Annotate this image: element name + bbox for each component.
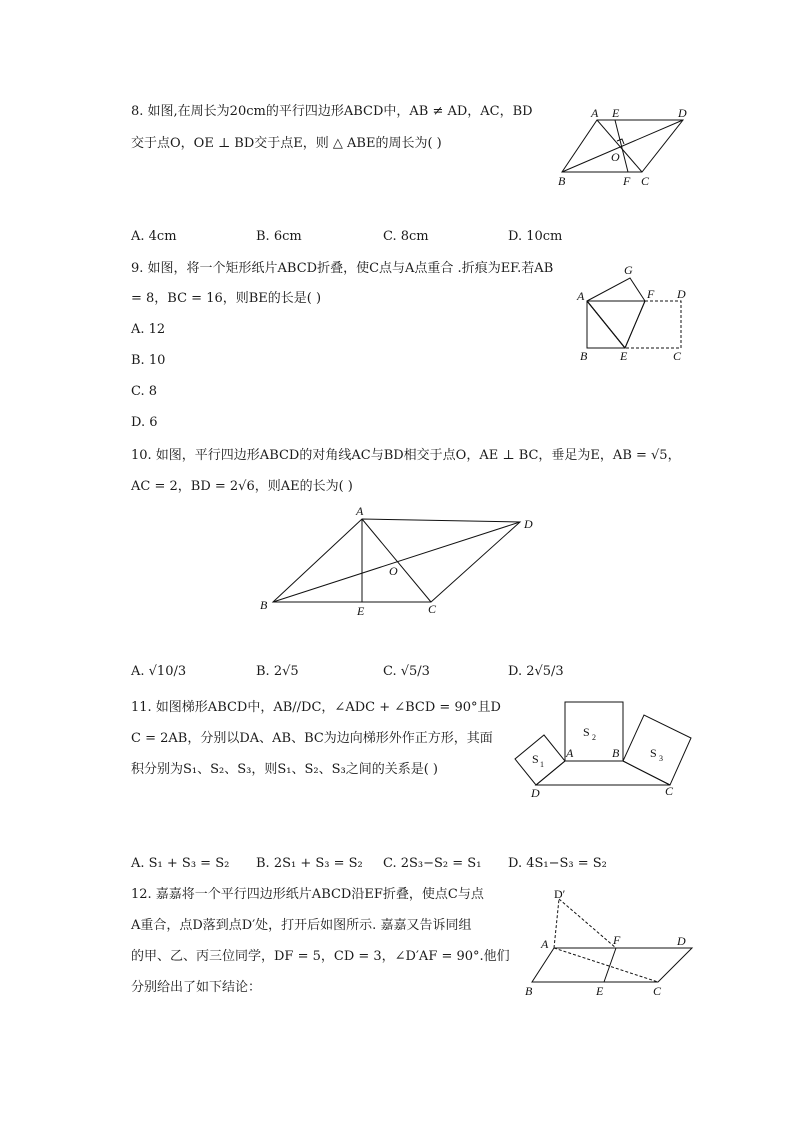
q12-parallelogram-fold-figure xyxy=(520,885,700,1005)
q8-label-f: F xyxy=(623,174,631,188)
q8-label-c: C xyxy=(641,174,650,188)
q12-label-f: F xyxy=(613,933,621,947)
q11-option-a[interactable]: A. S₁ + S₃ = S₂ xyxy=(131,856,230,871)
q11-label-s3: S xyxy=(650,746,657,760)
q11-label-d: D xyxy=(531,786,540,800)
q8-option-a[interactable]: A. 4cm xyxy=(131,229,177,244)
q9-text-line1: 9. 如图，将一个矩形纸片ABCD折叠，使C点与A点重合 .折痕为EF.若AB xyxy=(131,261,554,276)
q9-label-e: E xyxy=(620,349,628,363)
q11-option-c[interactable]: C. 2S₃−S₂ = S₁ xyxy=(383,856,482,871)
q9-option-d[interactable]: D. 6 xyxy=(131,415,158,430)
q12-label-a: A xyxy=(541,937,549,951)
q9-label-c: C xyxy=(673,349,682,363)
q11-option-d[interactable]: D. 4S₁−S₃ = S₂ xyxy=(508,856,607,871)
q12-text-line3: 的甲、乙、丙三位同学，DF = 5，CD = 3，∠D′AF = 90°.他们 xyxy=(131,949,510,964)
q10-option-b[interactable]: B. 2√5 xyxy=(256,664,299,679)
q8-label-e: E xyxy=(612,106,620,120)
q10-parallelogram-figure xyxy=(255,500,545,620)
q12-text-line1: 12. 嘉嘉将一个平行四边形纸片ABCD沿EF折叠，使点C与点 xyxy=(131,887,484,902)
q12-label-b: B xyxy=(525,984,533,998)
q9-label-f: F xyxy=(647,287,655,301)
q9-option-a[interactable]: A. 12 xyxy=(131,322,166,337)
q10-option-d[interactable]: D. 2√5/3 xyxy=(508,664,564,679)
q11-text-line2: C = 2AB，分别以DA、AB、BC为边向梯形外作正方形，其面 xyxy=(131,731,493,746)
q11-label-s3-sub: 3 xyxy=(659,754,663,763)
q8-text-line1: 8. 如图,在周长为20cm的平行四边形ABCD中，AB ≠ AD，AC，BD xyxy=(131,104,533,119)
q12-label-d: D xyxy=(677,934,686,948)
q10-label-c: C xyxy=(428,602,437,616)
q9-label-b: B xyxy=(580,349,588,363)
q10-label-b: B xyxy=(260,598,268,612)
q8-option-c[interactable]: C. 8cm xyxy=(383,229,429,244)
q11-text-line1: 11. 如图梯形ABCD中，AB//DC，∠ADC + ∠BCD = 90°且D xyxy=(131,700,501,715)
q11-label-b: B xyxy=(612,746,620,760)
q8-label-o: O xyxy=(611,150,620,164)
q8-text-line2: 交于点O，OE ⊥ BD交于点E，则 △ ABE的周长为( ) xyxy=(131,136,442,151)
q11-label-a: A xyxy=(566,746,574,760)
q12-label-e: E xyxy=(596,984,604,998)
q10-label-a: A xyxy=(356,504,364,518)
q11-option-b[interactable]: B. 2S₁ + S₃ = S₂ xyxy=(256,856,363,871)
q8-label-d: D xyxy=(678,106,687,120)
q11-text-line3: 积分别为S₁、S₂、S₃，则S₁、S₂、S₃之间的关系是( ) xyxy=(131,762,438,777)
q10-label-d: D xyxy=(524,517,533,531)
q8-option-b[interactable]: B. 6cm xyxy=(256,229,302,244)
q11-label-s2: S xyxy=(583,725,590,739)
q10-option-a[interactable]: A. √10/3 xyxy=(131,664,187,679)
q8-label-a: A xyxy=(591,106,599,120)
q11-label-c: C xyxy=(665,784,674,798)
q12-text-line2: A重合，点D落到点D′处，打开后如图所示. 嘉嘉又告诉同组 xyxy=(131,918,472,933)
q10-text-line2: AC = 2，BD = 2√6，则AE的长为( ) xyxy=(131,479,353,494)
q8-parallelogram-figure xyxy=(555,102,695,190)
q12-label-dprime: D′ xyxy=(554,887,566,901)
q10-label-o: O xyxy=(389,564,398,578)
q10-label-e: E xyxy=(357,604,365,618)
q9-option-c[interactable]: C. 8 xyxy=(131,384,158,399)
q11-label-s1-sub: 1 xyxy=(540,760,544,769)
q11-label-s2-sub: 2 xyxy=(592,733,596,742)
q9-option-b[interactable]: B. 10 xyxy=(131,353,166,368)
q11-label-s1: S xyxy=(532,752,539,766)
q10-option-c[interactable]: C. √5/3 xyxy=(383,664,430,679)
q12-label-c: C xyxy=(653,984,662,998)
q11-trapezoid-squares-figure xyxy=(510,695,700,800)
q8-label-b: B xyxy=(558,174,566,188)
q9-text-line2: = 8，BC = 16，则BE的长是( ) xyxy=(131,291,322,306)
q8-option-d[interactable]: D. 10cm xyxy=(508,229,563,244)
q9-label-a: A xyxy=(577,289,585,303)
q9-label-g: G xyxy=(624,263,633,277)
q10-text-line1: 10. 如图，平行四边形ABCD的对角线AC与BD相交于点O，AE ⊥ BC，垂足为E，AB = √5， xyxy=(131,448,681,463)
q9-label-d: D xyxy=(677,287,686,301)
q9-rectangle-fold-figure xyxy=(575,260,695,365)
q12-text-line4: 分别给出了如下结论： xyxy=(131,980,262,995)
